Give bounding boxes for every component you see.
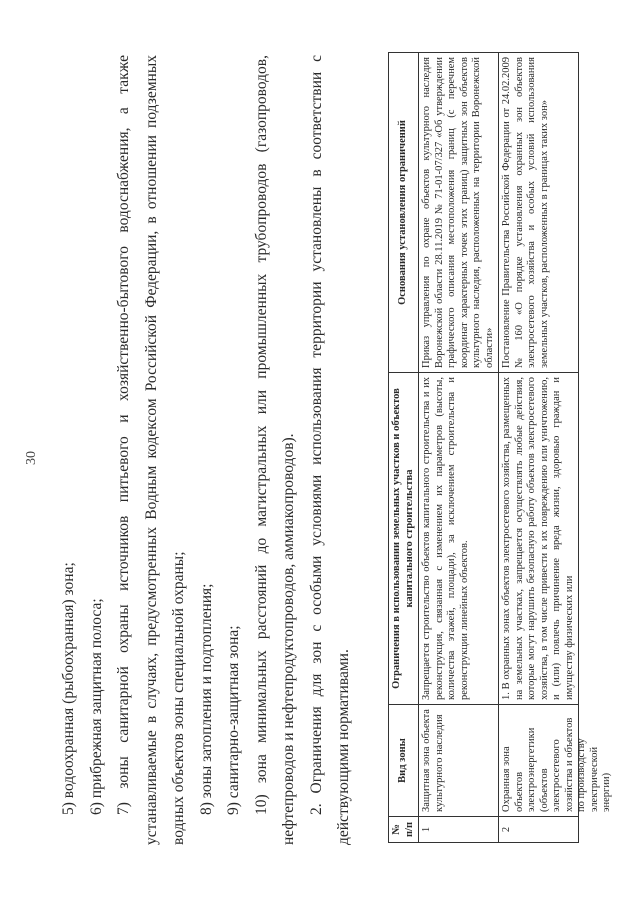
column-header: Ограничения в использовании земельных участков и объектов капитального строительства [389, 373, 419, 705]
restrictions [499, 373, 579, 705]
row-number: 1 [419, 817, 499, 843]
column-header: Вид зоны [389, 705, 419, 817]
zone-type [499, 705, 612, 817]
basis [499, 53, 579, 373]
restrictions: Запрещается строительство объектов капитального строительства и их реконструкция, связанная с изменением их параметров (высоты, количества этажей, площади), за исключением строительства и реконструкции линейных объектов. [419, 373, 499, 705]
list-item: 9) санитарно-защитная зона; [225, 625, 242, 815]
list-item: 10) зона минимальных расстояний до магистральных или промышленных трубопроводов (газопроводов, [252, 55, 270, 815]
column-header: № п/п [389, 817, 419, 843]
paragraph: 2. Ограничения для зон с особыми условиями использования территории установлены в соответствии с [307, 55, 325, 815]
list-item: 8) зоны затопления и подтопления; [197, 583, 215, 815]
list-item: нефтепроводов и нефтепродуктопроводов, аммиакопроводов). [280, 433, 297, 845]
table-row [419, 53, 499, 843]
zones-table [388, 52, 612, 843]
column-header: Основания установления ограничений [389, 53, 419, 373]
list-item: 6) прибрежная защитная полоса; [87, 598, 105, 815]
list-item: 7) зоны санитарной охраны источников питьевого и хозяйственно-бытового водоснабжения, а также [115, 55, 132, 815]
table-header-row [389, 53, 419, 843]
list-item: 5) водоохранная (рыбоохранная) зона; [60, 562, 77, 815]
page-number: 30 [24, 451, 39, 465]
basis: Приказ управления по охране объектов культурного наследия Воронежской области 28.11.2019 № 71-01-07/327 «Об утверждении графического описания местоположения границ (с перечнем координат характерных точек этих границ) защитных зон объектов культурного наследия, расположенных на территории Воронежской области» [419, 53, 499, 373]
restrictions-text: 1. В охранных зонах объектов электросетевого хозяйства, размещенных на земельных участках, запрещается осуществлять любые действия, которые могут нарушить безопасную работу объектов электросетевого хозяйства, в том числе привести к их повреждению или уничтожению, и (или) повлечь причинение вреда жизни, здоровью граждан и имуществу физических или [501, 377, 575, 700]
paragraph: действующими нормативами. [335, 649, 352, 845]
zone-list [60, 55, 363, 845]
basis-text: Постановление Правительства Российской Федерации от 24.02.2009 № 160 «О порядке установления охранных зон объектов электросетевого хозяйства и особых условий использования земельных участков, расположенных в границах таких зон» [501, 57, 550, 368]
table-row [499, 53, 579, 843]
row-number: 2 [499, 817, 579, 843]
list-item: устанавливаемые в случаях, предусмотренных Водным кодексом Российской Федерации, в отношении подземных [142, 55, 160, 845]
zone-type-text: Охранная зона объектов электроэнергетики (объектов электросетевого хозяйства и объектов по производству электрической энергии) [501, 717, 612, 812]
list-item: водных объектов зоны специальной охраны; [170, 551, 187, 845]
zone-type: Защитная зона объекта культурного наследия [419, 705, 499, 817]
